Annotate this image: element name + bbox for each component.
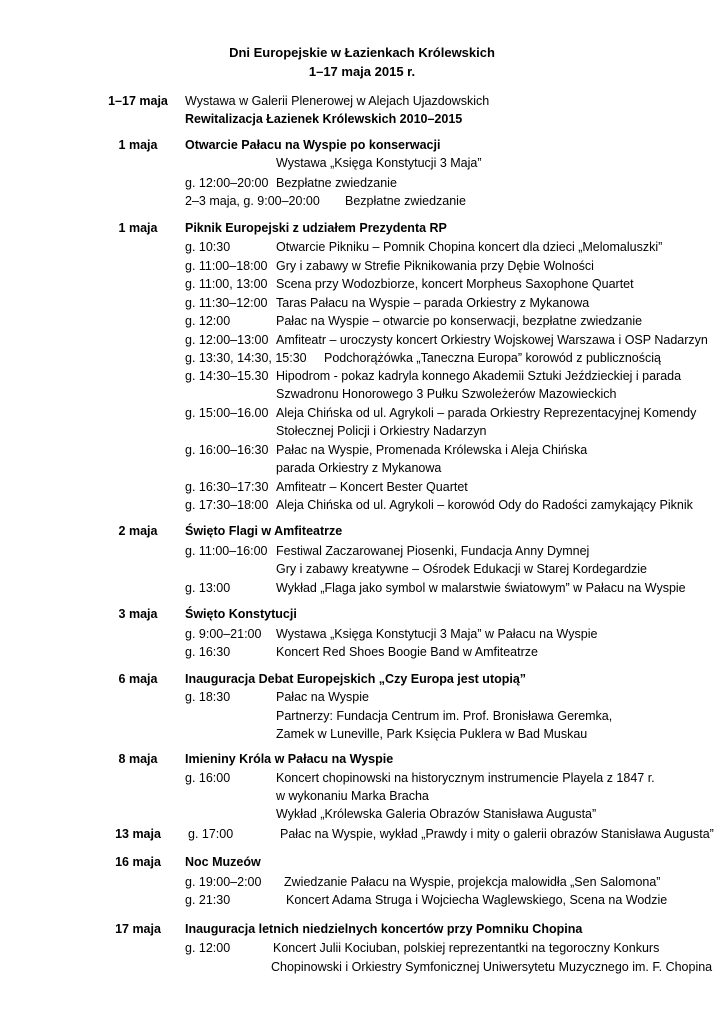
event-time: g. 11:00–16:00 <box>185 544 268 558</box>
section-date: 1 maja <box>118 221 158 235</box>
section-date: 13 maja <box>115 827 161 841</box>
event-text: Wystawa „Księga Konstytucji 3 Maja” <box>276 156 482 170</box>
section-date: 17 maja <box>115 922 161 936</box>
section-heading: Noc Muzeów <box>185 855 261 869</box>
section-date: 1 maja <box>118 138 158 152</box>
section-date: 8 maja <box>118 752 158 766</box>
event-time: g. 9:00–21:00 <box>185 627 262 641</box>
event-text: Wystawa „Księga Konstytucji 3 Maja” w Pałacu na Wyspie <box>276 627 598 641</box>
section-date: 1–17 maja <box>108 94 168 108</box>
section-date: 16 maja <box>115 855 161 869</box>
event-text-continued: Szwadronu Honorowego 3 Pułku Szwoleżerów Mazowieckich <box>276 387 617 401</box>
section-date: 2 maja <box>118 524 158 538</box>
event-text: Pałac na Wyspie, wykład „Prawdy i mity o galerii obrazów Stanisława Augusta” <box>280 827 714 841</box>
event-text: Chopinowski i Orkiestry Symfonicznej Uniwersytetu Muzycznego im. F. Chopina <box>271 960 713 974</box>
event-text: Bezpłatne zwiedzanie <box>276 176 397 190</box>
event-time: g. 16:00–16:30 <box>185 443 269 457</box>
event-text: Festiwal Zaczarowanej Piosenki, Fundacja Anny Dymnej <box>276 544 590 558</box>
event-text: Aleja Chińska od ul. Agrykoli – korowód Ody do Radości zamykający Piknik <box>276 498 693 512</box>
event-text: Hipodrom - pokaz kadryla konnego Akademii Sztuki Jeździeckiej i parada <box>276 369 682 383</box>
event-time: g. 10:30 <box>185 240 231 254</box>
event-time: g. 11:00–18:00 <box>185 259 268 273</box>
event-time: g. 21:30 <box>185 893 231 907</box>
event-time: g. 17:00 <box>188 827 234 841</box>
event-text: Amfiteatr – Koncert Bester Quartet <box>276 480 468 494</box>
event-text: Pałac na Wyspie, Promenada Królewska i Aleja Chińska <box>276 443 588 457</box>
event-time: g. 17:30–18:00 <box>185 498 269 512</box>
event-text: Koncert Adama Struga i Wojciecha Waglewskiego, Scena na Wodzie <box>286 893 668 907</box>
event-text: Amfiteatr – uroczysty koncert Orkiestry Wojskowej Warszawa i OSP Nadarzyn <box>276 333 708 347</box>
section-heading: Piknik Europejski z udziałem Prezydenta RP <box>185 221 447 235</box>
event-time: g. 11:00, 13:00 <box>185 277 268 291</box>
section-heading: Wystawa w Galerii Plenerowej w Alejach Ujazdowskich <box>185 94 490 108</box>
event-text-continued: Stołecznej Policji i Orkiestry Nadarzyn <box>276 424 487 438</box>
event-text: w wykonaniu Marka Bracha <box>276 789 429 803</box>
section-date: 3 maja <box>118 607 158 621</box>
event-text: Gry i zabawy w Strefie Piknikowania przy Dębie Wolności <box>276 259 594 273</box>
event-text: Aleja Chińska od ul. Agrykoli – parada Orkiestry Reprezentacyjnej Komendy <box>276 406 697 420</box>
event-text: Koncert chopinowski na historycznym instrumencie Playela z 1847 r. <box>276 771 655 785</box>
event-text: Podchorążówka „Taneczna Europa” korowód z publicznością <box>324 351 661 365</box>
event-text: Pałac na Wyspie – otwarcie po konserwacji, bezpłatne zwiedzanie <box>276 314 643 328</box>
event-text-continued: parada Orkiestry z Mykanowa <box>276 461 442 475</box>
event-time: g. 14:30–15.30 <box>185 369 269 383</box>
event-time: g. 13:30, 14:30, 15:30 <box>185 351 307 365</box>
section-heading: Święto Konstytucji <box>185 607 297 621</box>
event-time: g. 12:00 <box>185 314 231 328</box>
event-text: Koncert Julii Kociuban, polskiej reprezentantki na tegoroczny Konkurs <box>273 941 660 955</box>
event-time: g. 16:00 <box>185 771 231 785</box>
section-heading: Inauguracja Debat Europejskich „Czy Europa jest utopią” <box>185 672 527 686</box>
document-subtitle: 1–17 maja 2015 r. <box>308 64 416 79</box>
section-heading: Imieniny Króla w Pałacu na Wyspie <box>185 752 394 766</box>
section-heading: Święto Flagi w Amfiteatrze <box>185 524 343 538</box>
event-text: Bezpłatne zwiedzanie <box>345 194 466 208</box>
section-heading: Inauguracja letnich niedzielnych koncertów przy Pomniku Chopina <box>185 922 583 936</box>
event-time: g. 12:00 <box>185 941 231 955</box>
event-text: Koncert Red Shoes Boogie Band w Amfiteatrze <box>276 645 538 659</box>
event-time: g. 12:00–13:00 <box>185 333 269 347</box>
event-text: Partnerzy: Fundacja Centrum im. Prof. Bronisława Geremka, <box>276 709 613 723</box>
event-time: g. 15:00–16.00 <box>185 406 269 420</box>
event-text: Zwiedzanie Pałacu na Wyspie, projekcja malowidła „Sen Salomona” <box>284 875 661 889</box>
document-title: Dni Europejskie w Łazienkach Królewskich <box>229 45 495 60</box>
event-time: g. 16:30–17:30 <box>185 480 269 494</box>
event-time: g. 11:30–12:00 <box>185 296 268 310</box>
event-time: 2–3 maja, g. 9:00–20:00 <box>185 194 320 208</box>
event-text: Wykład „Królewska Galeria Obrazów Stanisława Augusta” <box>276 807 597 821</box>
event-text: Zamek w Luneville, Park Księcia Puklera w Bad Muskau <box>276 727 588 741</box>
event-text: Taras Pałacu na Wyspie – parada Orkiestry z Mykanowa <box>276 296 590 310</box>
section-subheading: Rewitalizacja Łazienek Królewskich 2010–2015 <box>185 112 463 126</box>
event-time: g. 12:00–20:00 <box>185 176 269 190</box>
section-date: 6 maja <box>118 672 158 686</box>
event-time: g. 18:30 <box>185 690 231 704</box>
event-text: Otwarcie Pikniku – Pomnik Chopina koncert dla dzieci „Melomaluszki” <box>276 240 663 254</box>
event-time: g. 13:00 <box>185 581 231 595</box>
event-text: Pałac na Wyspie <box>276 690 369 704</box>
event-time: g. 19:00–2:00 <box>185 875 262 889</box>
event-text: Gry i zabawy kreatywne – Ośrodek Edukacji w Starej Kordegardzie <box>276 562 647 576</box>
event-text: Scena przy Wodozbiorze, koncert Morpheus Saxophone Quartet <box>276 277 634 291</box>
section-heading: Otwarcie Pałacu na Wyspie po konserwacji <box>185 138 441 152</box>
event-time: g. 16:30 <box>185 645 231 659</box>
event-text: Wykład „Flaga jako symbol w malarstwie światowym” w Pałacu na Wyspie <box>276 581 686 595</box>
